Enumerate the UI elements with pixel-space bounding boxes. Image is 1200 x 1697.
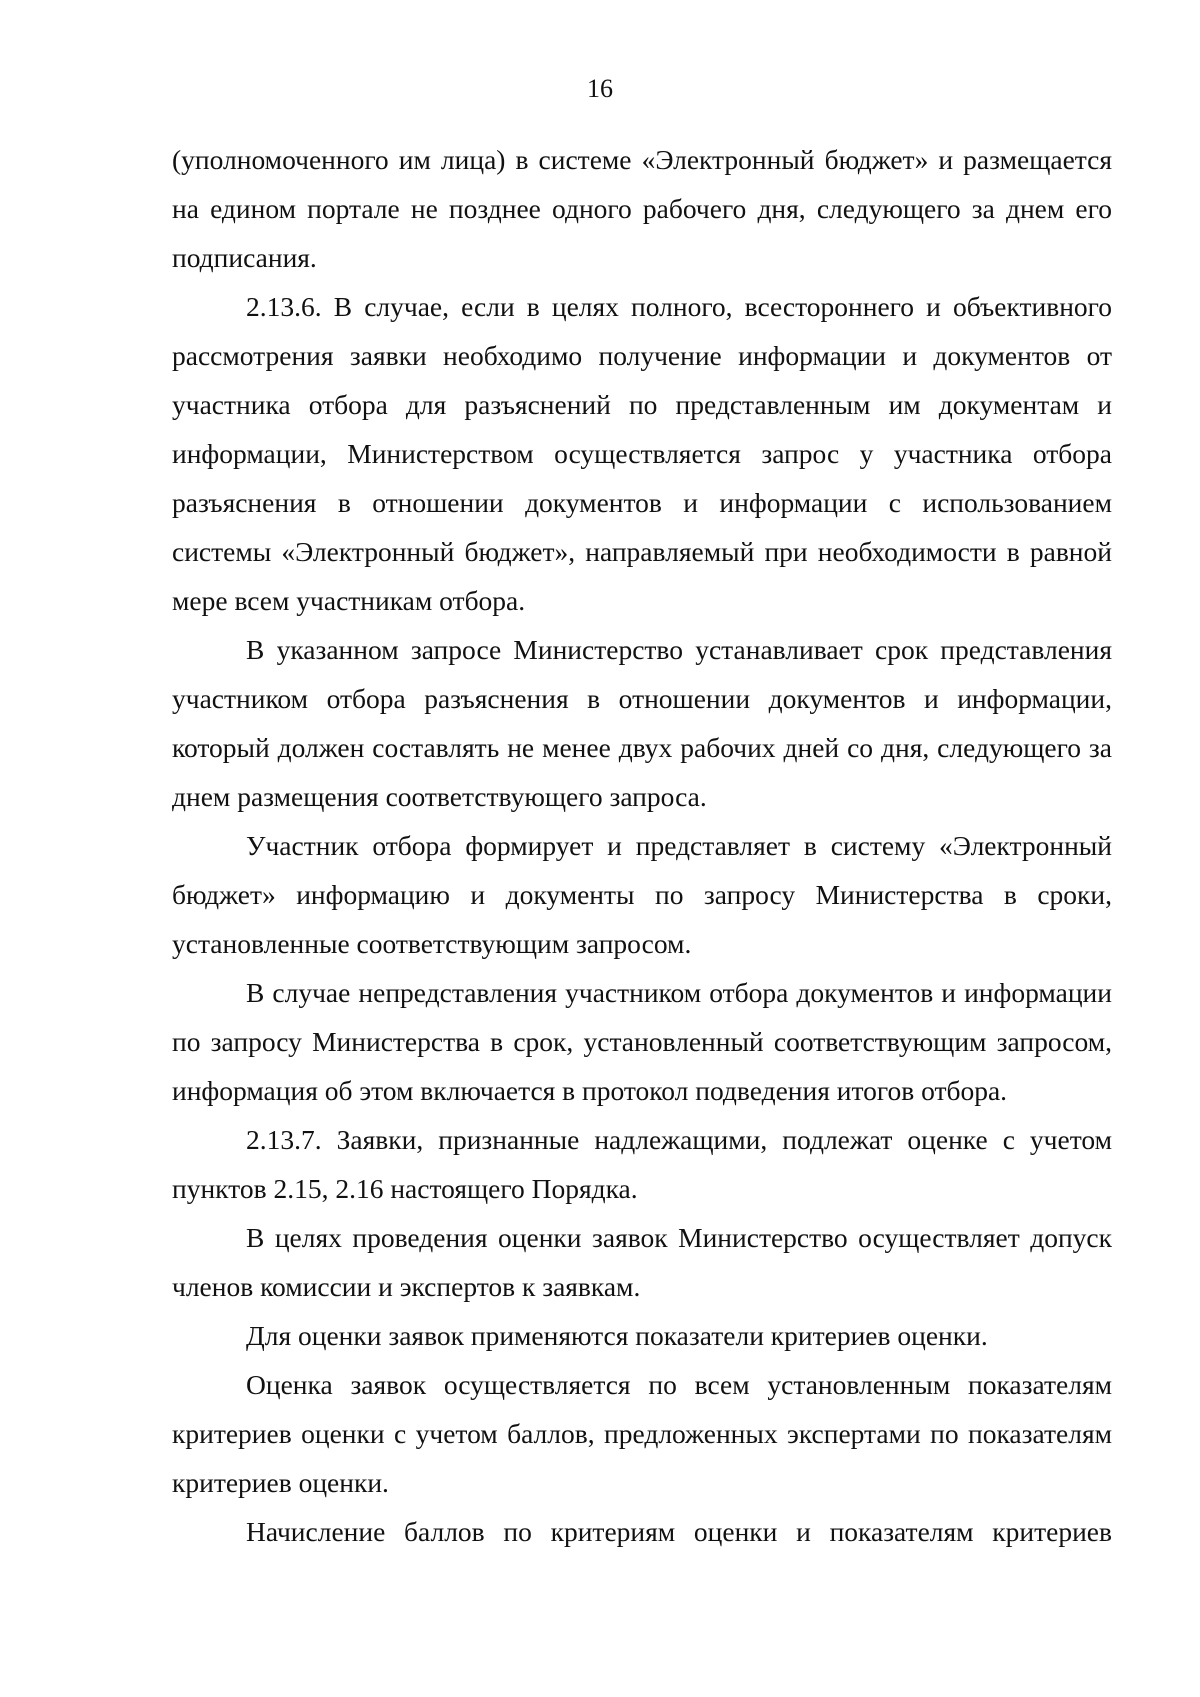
- paragraph-2-13-6: 2.13.6. В случае, если в целях полного, всестороннего и объективного рассмотрения заявки необходимо получение информации и документов от участника отбора для разъяснений по представленным им документам и информации, Министерством осуществляется запрос у участника отбора разъяснения в отношении документов и информации с использованием системы «Электронный бюджет», направляемый при необходимости в равной мере всем участникам отбора.: [172, 291, 1112, 616]
- paragraph-evaluation-indicators: Для оценки заявок применяются показатели критериев оценки.: [246, 1320, 988, 1351]
- document-body: [172, 135, 1112, 1556]
- paragraph-2-13-7: 2.13.7. Заявки, признанные надлежащими, подлежат оценке с учетом пунктов 2.15, 2.16 настоящего Порядка.: [172, 1124, 1112, 1204]
- paragraph-participant-response: Участник отбора формирует и представляет в систему «Электронный бюджет» информацию и документы по запросу Министерства в сроки, установленные соответствующим запросом.: [172, 830, 1112, 959]
- paragraph-request-deadline: В указанном запросе Министерство устанавливает срок представления участником отбора разъяснения в отношении документов и информации, который должен составлять не менее двух рабочих дней со дня, следующего за днем размещения соответствующего запроса.: [172, 634, 1112, 812]
- paragraph-evaluation-access: В целях проведения оценки заявок Министерство осуществляет допуск членов комиссии и экспертов к заявкам.: [172, 1222, 1112, 1302]
- paragraph-evaluation-scoring: Оценка заявок осуществляется по всем установленным показателям критериев оценки с учетом баллов, предложенных экспертами по показателям критериев оценки.: [172, 1369, 1112, 1498]
- page-number: 16: [587, 74, 613, 103]
- paragraph-non-submission: В случае непредставления участником отбора документов и информации по запросу Министерства в срок, установленный соответствующим запросом, информация об этом включается в протокол подведения итогов отбора.: [172, 977, 1112, 1106]
- paragraph-points-accrual: Начисление баллов по критериям оценки и показателям критериев: [246, 1516, 1112, 1547]
- paragraph-continuation: (уполномоченного им лица) в системе «Электронный бюджет» и размещается на едином портале не позднее одного рабочего дня, следующего за днем его подписания.: [172, 144, 1112, 273]
